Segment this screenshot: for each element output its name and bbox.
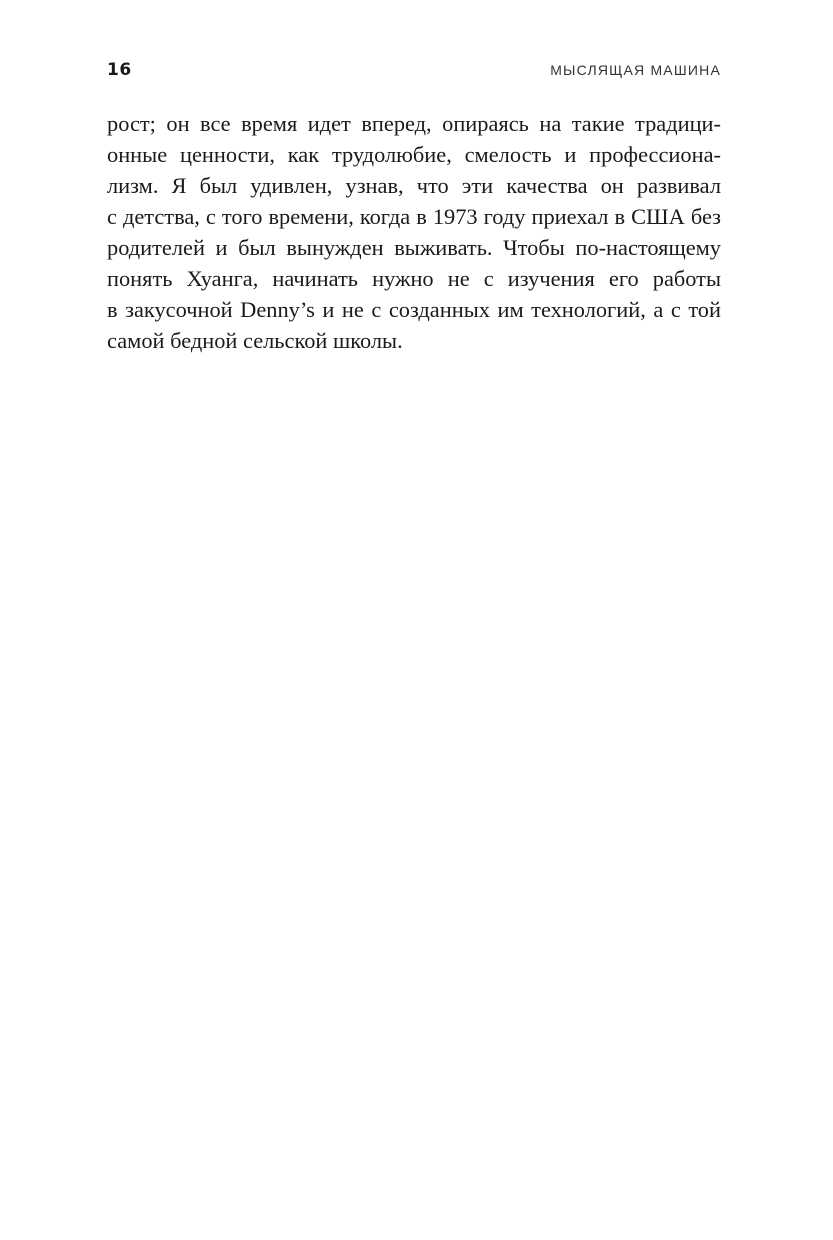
page-number: 16 <box>107 60 132 80</box>
page-header <box>107 58 721 82</box>
text-line: с детства, с того времени, когда в 1973 году приехал в США без <box>107 204 721 229</box>
text-line: онные ценности, как трудолюбие, смелость и профессиона- <box>107 142 721 167</box>
text-line: родителей и был вынужден выживать. Чтобы по-настоящему <box>107 235 721 260</box>
text-line: рост; он все время идет вперед, опираясь на такие традици- <box>107 111 721 136</box>
text-line: в закусочной Denny’s и не с созданных им технологий, а с той <box>107 297 721 322</box>
running-title: МЫСЛЯЩАЯ МАШИНА <box>550 62 721 78</box>
text-line: лизм. Я был удивлен, узнав, что эти качества он развивал <box>107 173 721 198</box>
body-paragraph <box>107 108 721 356</box>
text-line: самой бедной сельской школы. <box>107 328 403 353</box>
text-line: понять Хуанга, начинать нужно не с изучения его работы <box>107 266 721 291</box>
